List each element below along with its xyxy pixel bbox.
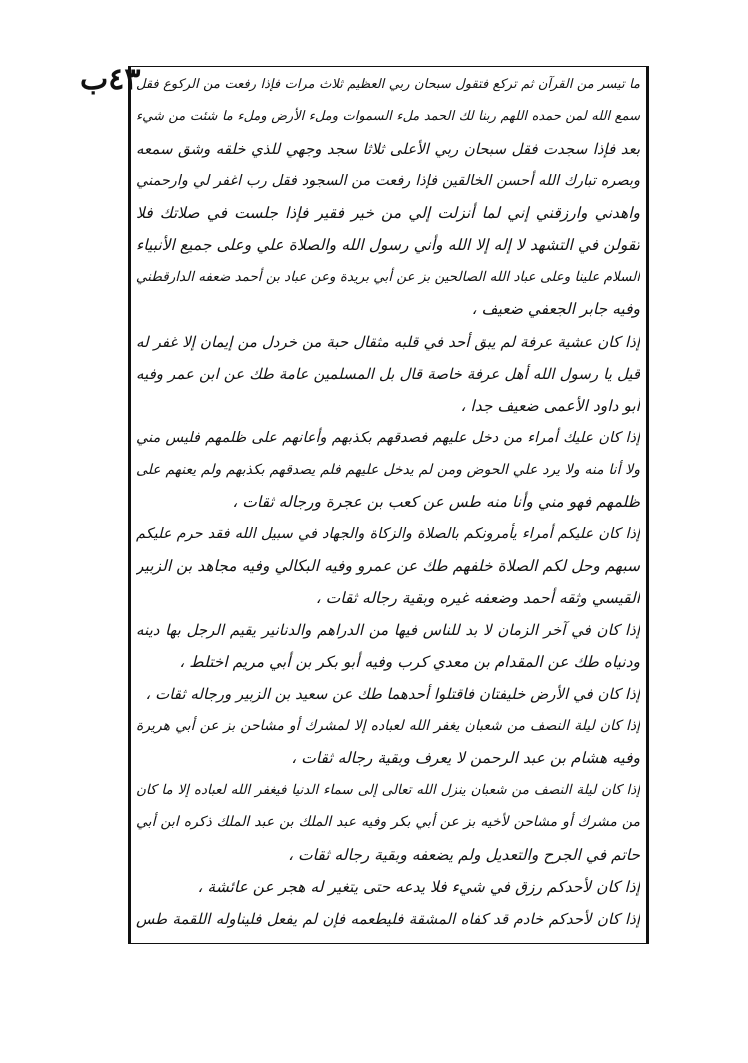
text-line: القيسي وثقه أحمد وضعفه غيره وبقية رجاله ثقات ، [315, 589, 640, 607]
text-line: ودنياه طك عن المقدام بن معدي كرب وفيه أبو بكر بن أبي مريم اختلط ، [179, 653, 640, 672]
text-line: السلام علينا وعلى عباد الله الصالحين بز عن أبي بريدة وعن عباد بن أحمد ضعفه الدارقطني [136, 269, 640, 286]
text-line: إذا كان ليلة النصف من شعبان ينزل الله تعالى إلى سماء الدنيا فيغفر الله لعباده إلا ما كان [136, 782, 640, 799]
text-line: واهدني وارزقني إني لما أنزلت إلي من خير فقير فإذا جلست في صلاتك فلا [136, 204, 640, 223]
text-line: وبصره تبارك الله أحسن الخالقين فإذا رفعت من السجود فقل رب اغفر لي وارحمني [136, 173, 640, 190]
text-line: حاتم في الجرح والتعديل ولم يضعفه وبقية رجاله ثقات ، [288, 845, 640, 864]
text-line: إذا كان في الأرض خليفتان فاقتلوا أحدهما طك عن سعيد بن الزبير ورجاله ثقات ، [145, 685, 640, 704]
text-line: من مشرك أو مشاحن لأخيه بز عن أبي بكر وفيه عبد الملك بن عبد الملك ذكره ابن أبي [136, 814, 640, 831]
text-line: وفيه هشام بن عبد الرحمن لا يعرف وبقية رجاله ثقات ، [291, 749, 640, 768]
text-line: أبو داود الأعمى ضعيف جدا ، [460, 396, 640, 415]
text-line: ما تيسر من القرآن ثم تركع فتقول سبحان ربي العظيم ثلاث مرات فإذا رفعت من الركوع فقل [136, 77, 640, 92]
text-line: سبهم وحل لكم الصلاة خلفهم طك عن عمرو وفيه البكالي وفيه مجاهد بن الزبير [136, 556, 640, 575]
text-line: قيل يا رسول الله أهل عرفة خاصة قال بل المسلمين عامة طك عن ابن عمر وفيه [136, 364, 640, 383]
text-line: ظلمهم فهو مني وأنا منه طس عن كعب بن عجرة ورجاله ثقات ، [232, 492, 640, 511]
text-line: سمع الله لمن حمده اللهم ربنا لك الحمد ملء السموات وملء الأرض وملء ما شئت من شيء [136, 109, 640, 125]
text-line: إذا كان ليلة النصف من شعبان يغفر الله لعباده إلا لمشرك أو مشاحن بز عن أبي هريرة [136, 718, 640, 735]
text-line: بعد فإذا سجدت فقل سبحان ربي الأعلى ثلاثا سجد وجهي للذي خلقه وشق سمعه [136, 140, 640, 159]
text-line: وفيه جابر الجعفي ضعيف ، [471, 300, 640, 319]
manuscript-text-block [136, 72, 640, 932]
text-line: إذا كان عليكم أمراء يأمرونكم بالصلاة والزكاة والجهاد في سبيل الله فقد حرم عليكم [136, 525, 640, 542]
text-line: ولا أنا منه ولا يرد علي الحوض ومن لم يدخل عليهم فلم يصدقهم بكذبهم ولم يعنهم على [136, 461, 640, 478]
text-line: إذا كان لأحدكم خادم قد كفاه المشقة فليطعمه فإن لم يفعل فليناوله اللقمة طس [136, 909, 640, 928]
page-number: ٤٣ب [80, 62, 141, 97]
text-line: إذا كان في آخر الزمان لا بد للناس فيها من الدراهم والدنانير يقيم الرجل بها دينه [136, 621, 640, 640]
text-line: إذا كان عليك أمراء من دخل عليهم فصدقهم بكذبهم وأعانهم على ظلمهم فليس مني [136, 429, 640, 446]
text-line: تقولن في التشهد لا إله إلا الله وأني رسول الله والصلاة علي وعلى جميع الأنبياء [136, 236, 640, 255]
text-line: إذا كان عشية عرفة لم يبق أحد في قلبه مثقال حبة من خردل من إيمان إلا غفر له [136, 332, 640, 351]
text-line: إذا كان لأحدكم رزق في شيء فلا يدعه حتى يتغير له هجر عن عائشة ، [197, 877, 640, 896]
